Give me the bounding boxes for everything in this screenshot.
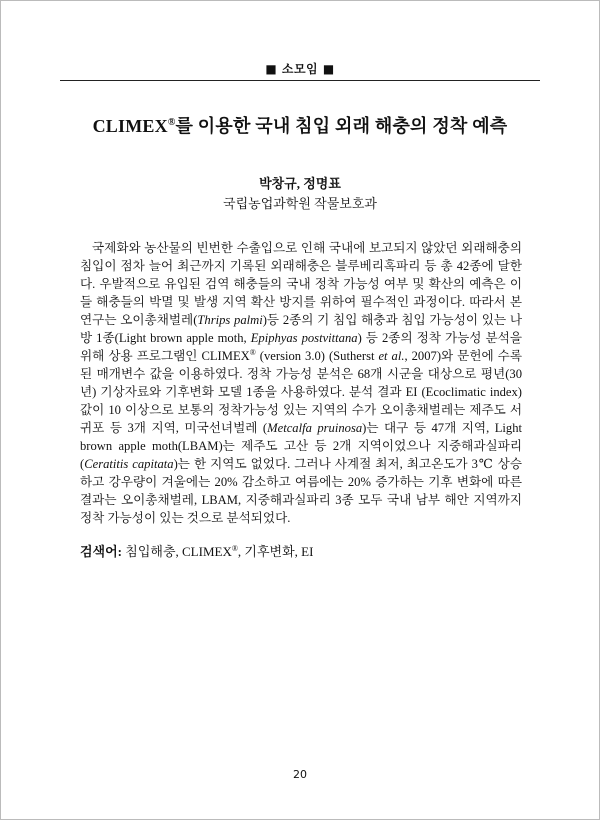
abstract-text-7: )는 한 지역도 없었다. 그러나 사계절 최저, 최고온도가 3℃ 상승하고 강우량이 겨울에는 20% 감소하고 여름에는 20% 증가하는 기후 변화에 따른 결과는 오이총채벌레, LBAM, 지중해과실파리 3종 모두 국내 남부 해안 지역까지 정착 가능성이 있는 것으로 분석되었다.: [80, 457, 522, 525]
author-affiliation: 국립농업과학원 작물보호과: [223, 196, 377, 211]
abstract-text-4: (version 3.0) (Sutherst: [255, 349, 379, 363]
header-rule: [60, 80, 540, 81]
abstract-text-3: ) 등 2종의 정착 가능성 분석을 위해 상용 프로그램인 CLIMEX: [80, 331, 522, 363]
species-thrips-palmi: Thrips palmi: [197, 313, 263, 327]
species-epiphyas-postvittana: Epiphyas postvittana: [250, 331, 358, 345]
title-registered-mark: ®: [167, 117, 176, 128]
title-main: CLIMEX: [92, 116, 168, 136]
abstract-text-5: , 2007)와 문헌에 수록된 매개변수 값을 이용하였다. 정착 가능성 분석은 68개 시군을 대상으로 평년(30년) 기상자료와 기후변화 모델 1종을 사용하였다. 분석 결과 EI (Ecoclimatic index)값이 10 이상으로 보통의 정착가능성 있는 지역의 수가 오이총채벌레는 제주도 서귀포 등 3개 지역, 미국선녀벌레 (: [80, 349, 522, 435]
abstract-text-6: )는 대구 등 47개 지역, Light brown apple moth(LBAM)는 제주도 고산 등 2개 지역이었으나 지중해과실파리(: [80, 421, 523, 471]
species-metcalfa-pruinosa: Metcalfa pruinosa: [267, 421, 363, 435]
author-names: 박창규, 정명표: [259, 176, 341, 191]
keywords-text-2: , 기후변화, EI: [237, 544, 314, 559]
title-rest: 를 이용한 국내 침입 외래 해충의 정착 예측: [175, 116, 508, 136]
paper-title: [60, 112, 540, 138]
abstract-text-2: )등 2종의 기 침입 해충과 침입 가능성이 있는 나방 1종(Light brown apple moth,: [80, 313, 522, 345]
section-header: ■ 소모임 ■: [265, 62, 335, 76]
citation-et-al: et al.: [378, 349, 405, 363]
keywords-registered-mark: ®: [231, 544, 238, 553]
abstract-registered-mark: ®: [249, 348, 256, 357]
keywords-text-1: 침입해충, CLIMEX: [122, 544, 232, 559]
abstract-paragraph: [80, 239, 522, 527]
page-number: 20: [293, 768, 307, 781]
abstract-text-1: 국제화와 농산물의 빈번한 수출입으로 인해 국내에 보고되지 않았던 외래해충의 침입이 점차 늘어 최근까지 기록된 외래해충은 블루베리혹파리 등 총 42종에 달한다. 우발적으로 유입된 검역 해충들의 국내 정착 가능성 여부 및 확산의 예측은 이들 해충들의 박멸 및 발생 지역 확산 방지를 위하여 필수적인 과정이다. 따라서 본 연구는 오이총채벌레(: [80, 241, 522, 327]
keywords-line: [80, 541, 522, 560]
species-ceratitis-capitata: Ceratitis capitata: [84, 457, 174, 471]
keywords-label: 검색어:: [80, 544, 123, 559]
